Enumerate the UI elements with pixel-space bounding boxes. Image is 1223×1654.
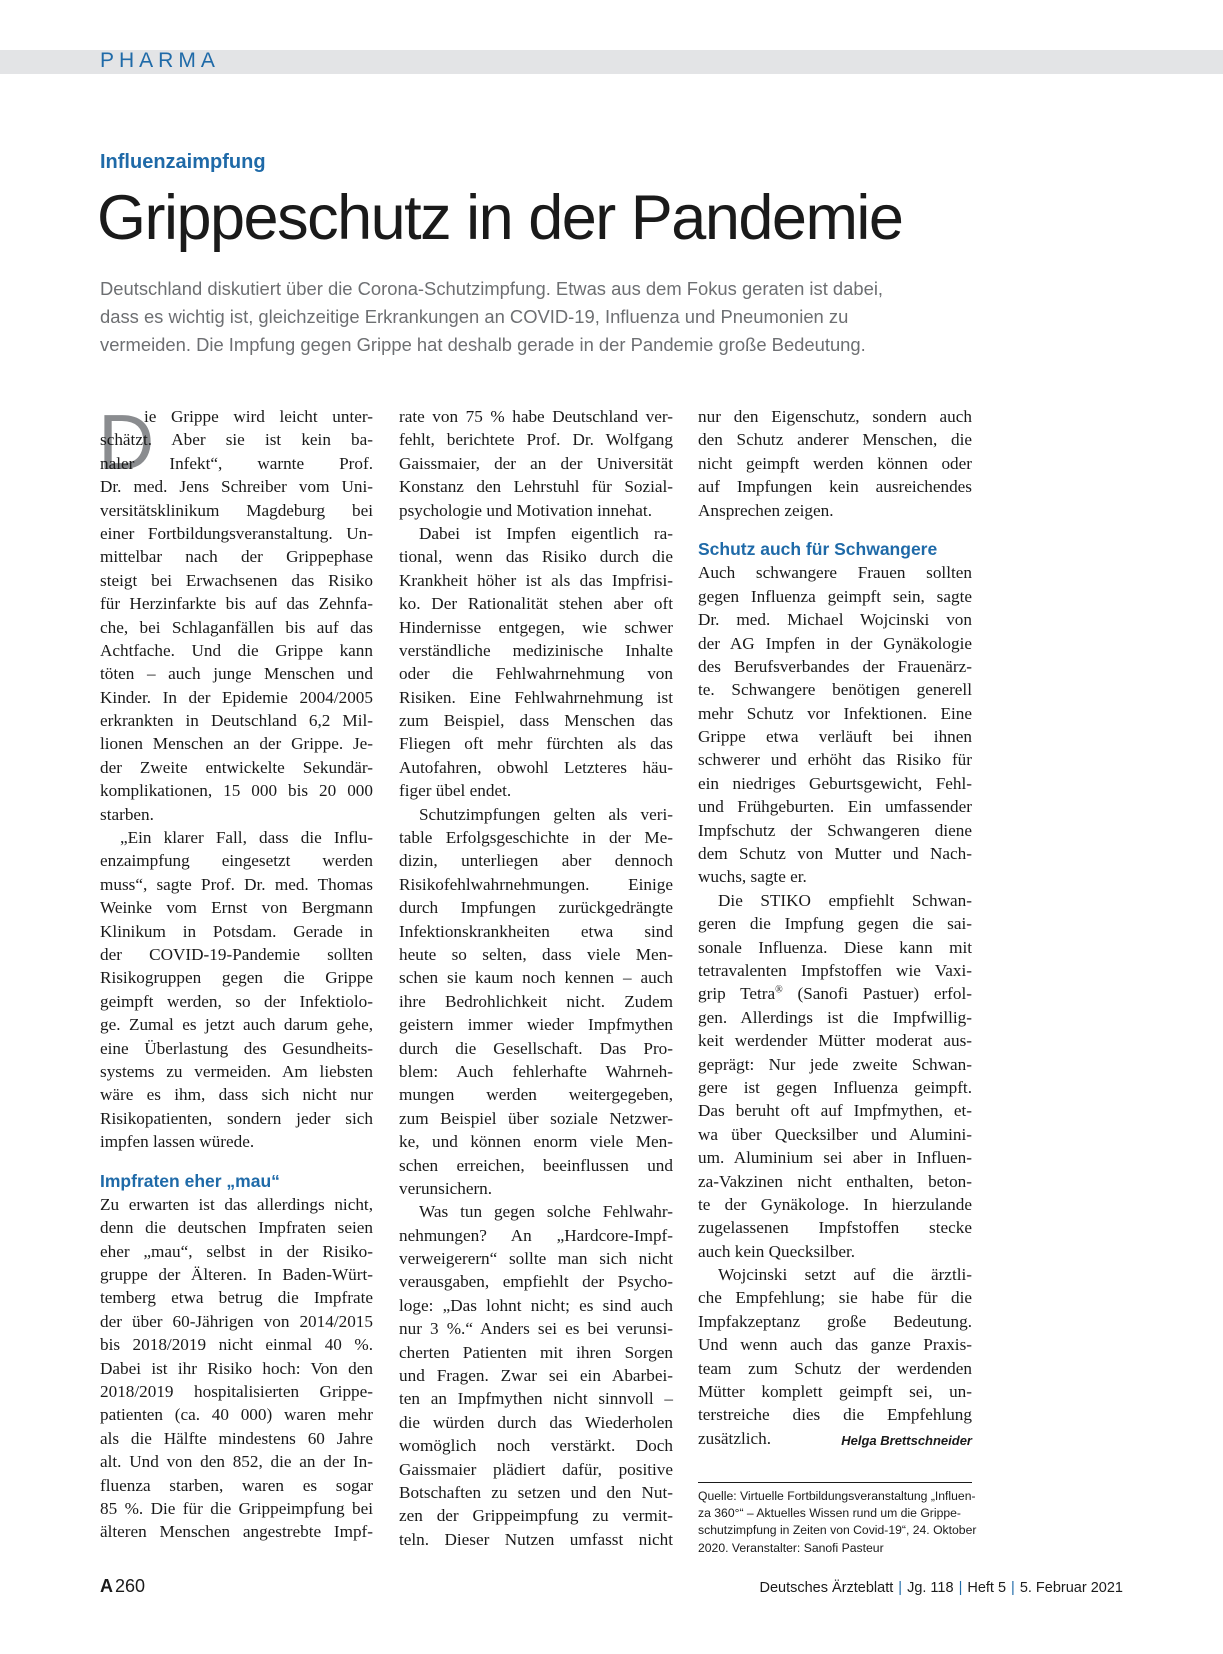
closing-line <box>698 1427 972 1450</box>
text-line: nur 3 %.“ Anders sei es bei verunsi- <box>399 1319 673 1339</box>
text-line: Kinder. In der Epidemie 2004/2005 <box>100 687 373 707</box>
paragraph <box>399 803 673 1201</box>
text-line: temberg etwa betrug die Impfrate <box>100 1288 373 1308</box>
text-line: geistern immer wieder Impfmythen <box>399 1015 673 1035</box>
text-line: Gaissmaier plädiert dafür, positive <box>399 1459 673 1479</box>
paragraph-lines <box>698 1263 972 1427</box>
text-line: womöglich noch verstärkt. Doch <box>399 1436 673 1456</box>
subheading: Impfraten eher „mau“ <box>100 1170 280 1191</box>
text-line: den Schutz anderer Menschen, die <box>698 430 972 450</box>
text-line: blem: Auch fehlerhafte Wahrneh- <box>399 1061 673 1081</box>
text-line: Konstanz den Lehrstuhl für Sozial- <box>399 477 673 497</box>
text-line: eher „mau“, selbst in der Risiko- <box>100 1241 373 1261</box>
text-line: Botschaften zu setzen und den Nut- <box>399 1482 673 1502</box>
text-line: che Empfehlung; sie habe für die <box>698 1288 972 1308</box>
text-line: Achtfache. Und die Grippe kann <box>100 640 373 660</box>
text-line: Dabei ist ihr Risiko hoch: Von den <box>100 1358 373 1378</box>
separator: | <box>898 1580 903 1596</box>
paragraph <box>100 1193 373 1544</box>
text-line: Risiken. Eine Fehlwahrnehmung ist <box>399 687 673 707</box>
text-line: tetravalenten Impfstoffen wie Vaxi- <box>698 960 972 980</box>
text-line: geren die Impfung gegen die sai- <box>698 914 972 934</box>
paragraph <box>698 889 972 1263</box>
text-line: um. Aluminium sei aber in Influen- <box>698 1148 972 1168</box>
text-line: Auch schwangere Frauen sollten <box>698 563 972 583</box>
text-line: der COVID-19-Pandemie sollten <box>100 944 373 964</box>
paragraph <box>98 398 373 826</box>
text-line: verausgaben, empfiehlt der Psycho- <box>399 1272 673 1292</box>
text-line: 85 %. Die für die Grippeimpfung bei <box>100 1498 373 1518</box>
text-line: impfen lassen würede. <box>100 1132 255 1152</box>
text-line: schen sie kaum noch kennen – auch <box>399 968 673 988</box>
text-line: Mütter komplett geimpft sei, un- <box>698 1382 972 1402</box>
text-line: auf Impfungen kein ausreichendes <box>698 477 972 497</box>
text-line: älteren Menschen angestrebte Impf- <box>100 1522 373 1542</box>
lead-line: vermeiden. Die Impfung gegen Grippe hat deshalb gerade in der Pandemie große Bedeutung. <box>100 334 866 355</box>
text-line: enzaimpfung eingesetzt werden <box>100 851 373 871</box>
text-line: verständliche medizinische Inhalte <box>399 640 673 660</box>
text-line: gegen Influenza geimpft sein, sagte <box>698 586 972 606</box>
text-line: Die STIKO empfiehlt Schwan- <box>718 890 972 910</box>
text-line: Das beruht oft auf Impfmythen, et- <box>698 1101 972 1121</box>
text-line: Grippe etwa verläuft bei ihnen <box>698 727 972 747</box>
text-line: wäre es ihm, dass sich nicht nur <box>100 1085 373 1105</box>
text-line: table Erfolgsgeschichte in der Me- <box>399 828 673 848</box>
text-line: figer übel endet. <box>399 781 512 801</box>
text-fragment: (Sanofi Pastuer) erfol- <box>782 984 972 1004</box>
text-line: ten an Impfmythen nicht sinnvoll – <box>399 1389 673 1409</box>
text-line: psychologie und Motivation innehat. <box>399 500 653 520</box>
text-line: Krankheit höher ist als das Impfrisi- <box>399 570 673 590</box>
source-line: 2020. Veranstalter: Sanofi Pasteur <box>698 1540 884 1555</box>
text-line: ein niedriges Geburtsgewicht, Fehl- <box>698 773 972 793</box>
text-line: mehr Schutz vor Infektionen. Eine <box>698 703 972 723</box>
text-line: Dr. med. Jens Schreiber vom Uni- <box>100 477 373 497</box>
text-line: Und wenn auch das ganze Praxis- <box>698 1335 972 1355</box>
text-line: muss“, sagte Prof. Dr. med. Thomas <box>100 874 373 894</box>
source-line: schutzimpfung in Zeiten von Covid-19“, 24. Oktober <box>698 1523 977 1538</box>
text-line: Dr. med. Michael Wojcinski von <box>698 610 972 630</box>
column-1 <box>98 398 373 1544</box>
text-line: fehlt, berichtete Prof. Dr. Wolfgang <box>399 430 673 450</box>
text-line: durch die Gesellschaft. Das Pro- <box>399 1038 673 1058</box>
text-line: teln. Dieser Nutzen umfasst nicht <box>399 1529 673 1549</box>
text-line: des Berufsverbandes der Frauenärz- <box>698 656 972 676</box>
text-line: und Fragen. Zwar sei ein Abarbei- <box>399 1366 673 1386</box>
text-line: Risikofehlwahrnehmungen. Einige <box>399 874 673 894</box>
section-label: PHARMA <box>100 49 220 72</box>
text-line: Impfschutz der Schwangeren diene <box>698 820 972 840</box>
column-3 <box>698 405 972 1450</box>
text-line: zum Beispiel, dass Menschen das <box>399 711 673 731</box>
text-line: Impfakzeptanz große Bedeutung. <box>698 1311 972 1331</box>
text-line: der Zweite entwickelte Sekundär- <box>100 757 373 777</box>
page-number-value: 260 <box>115 1576 146 1596</box>
text-line: lionen Menschen an der Grippe. Je- <box>100 734 373 754</box>
text-line: gruppe der Älteren. In Baden-Würt- <box>100 1265 373 1285</box>
text-line: dizin, unterliegen aber dennoch <box>399 851 673 871</box>
source-note <box>698 1482 977 1557</box>
text-line: ge. Zumal es jetzt auch darum gehe, <box>100 1015 373 1035</box>
text-line: Fliegen oft mehr fürchten als das <box>399 734 673 754</box>
separator: | <box>1011 1580 1015 1596</box>
text-line: ko. Der Rationalität stehen aber oft <box>399 594 673 614</box>
journal-volume: Jg. 118 <box>907 1580 954 1596</box>
text-line: für Herzinfarkte bis auf das Zehnfa- <box>100 594 373 614</box>
text-line: systems zu vermeiden. Am liebsten <box>100 1061 373 1081</box>
page-number <box>100 1576 145 1597</box>
text-line: naler Infekt“, warnte Prof. <box>100 453 373 473</box>
column-2 <box>399 405 673 1551</box>
text-line: 2018/2019 hospitalisierten Grippe- <box>100 1382 373 1402</box>
paragraph-lines <box>698 889 972 983</box>
text-line: schen erreichen, beeinflussen und <box>399 1155 673 1175</box>
journal-info <box>759 1580 1123 1596</box>
text-line: keit werdender Mütter moderat aus- <box>698 1031 972 1051</box>
text-line: gere ist gegen Influenza geimpft. <box>698 1077 972 1097</box>
text-line: dem Schutz von Mutter und Nach- <box>698 844 972 864</box>
text-line <box>698 982 972 1005</box>
text-line: verunsichern. <box>399 1178 493 1198</box>
text-line: verweigerern“ sollte man sich nicht <box>399 1249 673 1269</box>
text-line: Dabei ist Impfen eigentlich ra- <box>419 523 673 543</box>
text-line: Ansprechen zeigen. <box>698 500 834 520</box>
text-line: versitätsklinikum Magdeburg bei <box>100 500 373 520</box>
paragraph <box>698 405 972 522</box>
text-line: der über 60-Jährigen von 2014/2015 <box>100 1311 373 1331</box>
article-lead <box>100 275 980 359</box>
text-line: komplikationen, 15 000 bis 20 000 <box>100 781 373 801</box>
text-line: Wojcinski setzt auf die ärztli- <box>718 1265 972 1285</box>
text-line: Hindernisse entgegen, wie schwer <box>399 617 673 637</box>
text-line: geimpft werden, so der Infektiolo- <box>100 991 373 1011</box>
text-line: che, bei Schlaganfällen bis auf das <box>100 617 373 637</box>
text-line: wa über Quecksilber und Alumini- <box>698 1124 972 1144</box>
text-line: schwerer und erhöht das Risiko für <box>698 750 972 770</box>
text-line: nur den Eigenschutz, sondern auch <box>698 407 972 426</box>
text-line: mungen werden weitergegeben, <box>399 1085 673 1105</box>
article-kicker: Influenzaimpfung <box>100 151 266 173</box>
text-line: mittelbar nach der Grippephase <box>100 547 373 567</box>
source-line: za 360°“ – Aktuelles Wissen rund um die Grippe- <box>698 1506 961 1521</box>
article-title: Grippeschutz in der Pandemie <box>97 183 903 253</box>
text-line: Weinke vom Ernst von Bergmann <box>100 898 373 918</box>
paragraph <box>100 826 373 1153</box>
text-line: loge: „Das lohnt nicht; es sind auch <box>399 1295 673 1315</box>
text-line: die würden durch das Wiederholen <box>399 1412 673 1432</box>
text-line: rate von 75 % habe Deutschland ver- <box>399 407 673 426</box>
text-line: als die Hälfte mindestens 60 Jahre <box>100 1428 373 1448</box>
drop-cap: D <box>98 398 155 486</box>
journal-date: 5. Februar 2021 <box>1019 1580 1123 1596</box>
text-line: cherten Patienten mit ihren Sorgen <box>399 1342 673 1362</box>
text-line: zusätzlich. <box>698 1428 772 1448</box>
text-line: „Ein klarer Fall, dass die Influ- <box>120 828 373 848</box>
lead-line: dass es wichtig ist, gleichzeitige Erkrankungen an COVID-19, Influenza und Pneumonien zu <box>100 306 849 327</box>
text-line: Risikopatienten, sondern jeder sich <box>100 1108 373 1128</box>
text-line: Risikogruppen gegen die Grippe <box>100 968 373 988</box>
text-line: denn die deutschen Impfraten seien <box>100 1218 373 1238</box>
text-line: ke, und können enorm viele Men- <box>399 1132 673 1152</box>
text-line: wuchs, sagte er. <box>698 867 807 887</box>
journal-issue: Heft 5 <box>967 1580 1007 1596</box>
text-line: za-Vakzinen nicht enthalten, beton- <box>698 1171 972 1191</box>
text-line: terstreiche dies die Empfehlung <box>698 1405 972 1425</box>
text-line: sonale Influenza. Diese kann mit <box>698 937 972 957</box>
paragraph <box>698 1263 972 1450</box>
text-line: nicht geimpft werden können oder <box>698 453 972 473</box>
text-line: und Frühgeburten. Ein umfassender <box>698 797 972 817</box>
product-name: grip Tetra <box>698 984 776 1004</box>
text-line: heute so selten, dass viele Men- <box>399 944 673 964</box>
author-byline: Helga Brettschneider <box>841 1432 972 1448</box>
paragraph <box>399 1200 673 1551</box>
text-line: zugelassenen Impfstoffen stecke <box>698 1218 972 1238</box>
text-line: gen. Allerdings ist die Impfwillig- <box>698 1007 972 1027</box>
source-line: Quelle: Virtuelle Fortbildungsveranstaltung „Influen- <box>698 1489 976 1503</box>
text-line: auch kein Quecksilber. <box>698 1241 856 1261</box>
text-line: te. Schwangere benötigen generell <box>698 680 972 700</box>
text-line: steigt bei Erwachsenen das Risiko <box>100 570 373 590</box>
text-line: zum Beispiel über soziale Netzwer- <box>399 1108 673 1128</box>
text-line: patienten (ca. 40 000) waren mehr <box>100 1405 373 1425</box>
text-line: töten – auch junge Menschen und <box>100 664 373 684</box>
text-line: ie Grippe wird leicht unter- <box>144 407 373 426</box>
page-prefix: A <box>100 1576 113 1596</box>
journal-name: Deutsches Ärzteblatt <box>759 1580 894 1596</box>
separator: | <box>958 1580 963 1596</box>
text-line: durch Impfungen zurückgedrängte <box>399 898 673 918</box>
registered-mark: ® <box>775 984 783 996</box>
text-line: starben. <box>100 804 154 824</box>
text-line: team zum Schutz der werdenden <box>698 1358 972 1378</box>
text-line: Zu erwarten ist das allerdings nicht, <box>100 1194 373 1214</box>
text-line: schätzt. Aber sie ist kein ba- <box>100 430 373 450</box>
text-line: oder die Fehlwahrnehmung von <box>399 664 673 684</box>
text-line: nehmungen? An „Hardcore-Impf- <box>399 1225 673 1245</box>
text-line: bis 2018/2019 nicht einmal 40 %. <box>100 1335 373 1355</box>
paragraph <box>399 522 673 803</box>
paragraph <box>698 561 972 888</box>
text-line: tional, wenn das Risiko durch die <box>399 547 673 567</box>
text-line: zen der Grippeimpfung zu vermit- <box>399 1506 673 1526</box>
text-line: Klinikum in Potsdam. Gerade in <box>100 921 373 941</box>
text-line: einer Fortbildungsveranstaltung. Un- <box>100 523 373 543</box>
text-line: Was tun gegen solche Fehlwahr- <box>419 1202 673 1222</box>
subheading: Schutz auch für Schwangere <box>698 538 938 559</box>
text-line: fluenza starben, waren es sogar <box>100 1475 373 1495</box>
text-line: eine Überlastung des Gesundheits- <box>100 1038 373 1058</box>
paragraph <box>399 405 673 522</box>
text-line: der AG Impfen in der Gynäkologie <box>698 633 972 653</box>
text-line: Schutzimpfungen gelten als veri- <box>419 804 673 824</box>
text-line: geprägt: Nur jede zweite Schwan- <box>698 1054 972 1074</box>
text-line: alt. Und von den 852, die an der In- <box>100 1452 373 1472</box>
paragraph-lines <box>698 1006 972 1263</box>
text-line: te der Gynäkologe. In hierzulande <box>698 1194 972 1214</box>
text-line: Autofahren, obwohl Letzteres häu- <box>399 757 673 777</box>
text-line: ihre Bedrohlichkeit nicht. Zudem <box>399 991 673 1011</box>
lead-line: Deutschland diskutiert über die Corona-Schutzimpfung. Etwas aus dem Fokus geraten ist dabei, <box>100 278 884 299</box>
text-line: Infektionskrankheiten etwa sind <box>399 921 673 941</box>
text-line: Gaissmaier, der an der Universität <box>399 453 673 473</box>
text-line: erkrankten in Deutschland 6,2 Mil- <box>100 711 373 731</box>
